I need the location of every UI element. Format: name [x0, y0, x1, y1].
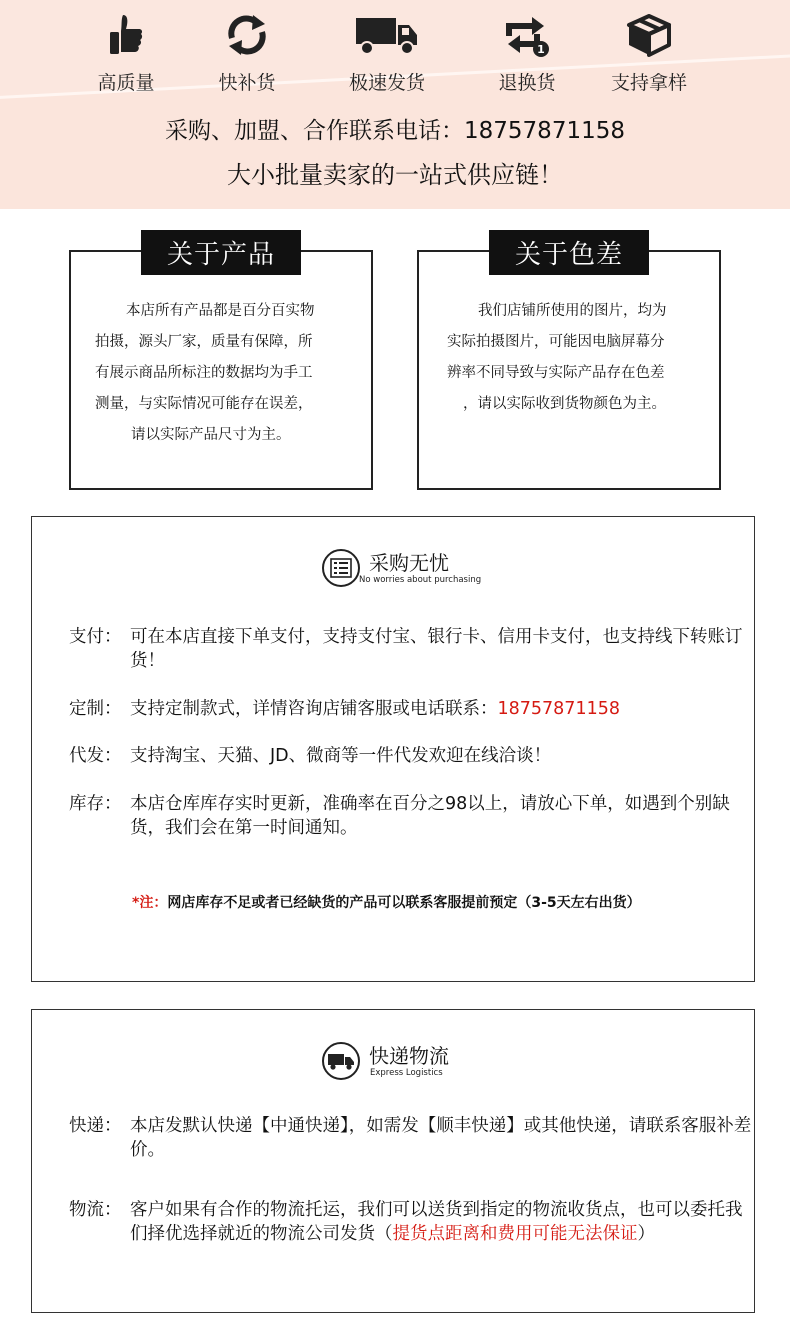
- text-line: 辨率不同导致与实际产品存在色差: [447, 365, 665, 381]
- custom-row: [69, 697, 759, 721]
- contact-slogan: 采购、加盟、合作联系电话：18757871158: [165, 118, 625, 144]
- freight-row: [69, 1198, 759, 1246]
- about-color-text: [419, 252, 719, 420]
- note-prefix: *注：: [132, 895, 168, 911]
- stock-text: 本店仓库库存实时更新，准确率在百分之98以上，请放心下单，如遇到个别缺货，我们会在第一时间通知。: [130, 794, 730, 838]
- logistics-section: [31, 1009, 755, 1313]
- freight-text: [130, 1198, 759, 1246]
- payment-row: [69, 625, 759, 673]
- text-line: 有展示商品所标注的数据均为手工: [95, 365, 313, 381]
- freight-warning: 提货点距离和费用可能无法保证: [392, 1224, 638, 1244]
- thumbs-up-icon: [109, 13, 143, 57]
- text-line: 我们店铺所使用的图片，均为: [478, 303, 667, 319]
- stock-key: 库存：: [69, 794, 122, 814]
- about-product-box: [69, 240, 373, 490]
- custom-key: 定制：: [69, 699, 122, 719]
- feature-label: 快补货: [218, 72, 276, 94]
- dropship-text: 支持淘宝、天猫、JD、微商等一件代发欢迎在线洽谈！: [130, 746, 552, 766]
- feature-label: 退换货: [498, 72, 556, 94]
- payment-text: 可在本店直接下单支付，支持支付宝、银行卡、信用卡支付，也支持线下转账订货！: [130, 627, 743, 671]
- text-line: ，请以实际收到货物颜色为主。: [463, 396, 666, 412]
- logistics-title: 快递物流: [369, 1044, 449, 1068]
- feature-restock: [187, 12, 307, 95]
- freight-tail: ）: [637, 1224, 655, 1244]
- payment-key: 支付：: [69, 627, 122, 647]
- express-text: 本店发默认快递【中通快递】，如需发【顺丰快递】或其他快递，请联系客服补差价。: [130, 1116, 752, 1160]
- custom-desc: 支持定制款式，详情咨询店铺客服或电话联系：: [130, 699, 498, 719]
- freight-desc: 客户如果有合作的物流托运，我们可以送货到指定的物流收货点，也可以委托我们择优选择就近的物流公司发货（: [130, 1200, 743, 1244]
- logistics-subtitle: Express Logistics: [370, 1068, 443, 1078]
- feature-label: 支持拿样: [610, 72, 687, 94]
- text-line: 拍摄，源头厂家，质量有保障，所: [95, 334, 313, 350]
- purchase-title: 采购无忧: [369, 551, 449, 575]
- svg-text:1: 1: [537, 43, 545, 56]
- express-row: [69, 1114, 759, 1162]
- feature-label: 极速发货: [348, 72, 425, 94]
- dropship-row: [69, 744, 759, 768]
- dropship-key: 代发：: [69, 746, 122, 766]
- supply-slogan: 大小批量卖家的一站式供应链！: [227, 161, 563, 189]
- truck-icon: [322, 1042, 360, 1080]
- feature-quality: [66, 12, 186, 95]
- custom-phone[interactable]: 18757871158: [497, 699, 620, 719]
- stock-row: [69, 792, 759, 840]
- package-icon: [626, 13, 672, 57]
- feature-fast-shipping: [327, 12, 447, 95]
- express-key: 快递：: [69, 1116, 122, 1136]
- text-line: 请以实际产品尺寸为主。: [131, 427, 291, 443]
- about-color-box: [417, 240, 721, 490]
- about-color-title: 关于色差: [489, 230, 649, 275]
- purchase-subtitle: No worries about purchasing: [359, 575, 482, 585]
- about-product-text: [71, 252, 371, 451]
- text-line: 本店所有产品都是百分百实物: [126, 303, 315, 319]
- stock-note: [132, 892, 641, 912]
- about-product-title: 关于产品: [141, 230, 301, 275]
- refresh-icon: [224, 12, 270, 58]
- custom-text: [130, 697, 759, 721]
- truck-icon: [355, 15, 419, 55]
- note-text: 网店库存不足或者已经缺货的产品可以联系客服提前预定（3-5天左右出货）: [167, 895, 641, 911]
- exchange-icon: [504, 12, 550, 58]
- list-icon: [322, 549, 360, 587]
- freight-key: 物流：: [69, 1200, 122, 1220]
- feature-label: 高质量: [97, 72, 155, 94]
- purchase-section: [31, 516, 755, 982]
- feature-returns: [467, 12, 587, 95]
- text-line: 实际拍摄图片，可能因电脑屏幕分: [447, 334, 665, 350]
- top-banner: [0, 0, 790, 209]
- feature-sample: [589, 12, 709, 95]
- text-line: 测量，与实际情况可能存在误差，: [95, 396, 313, 412]
